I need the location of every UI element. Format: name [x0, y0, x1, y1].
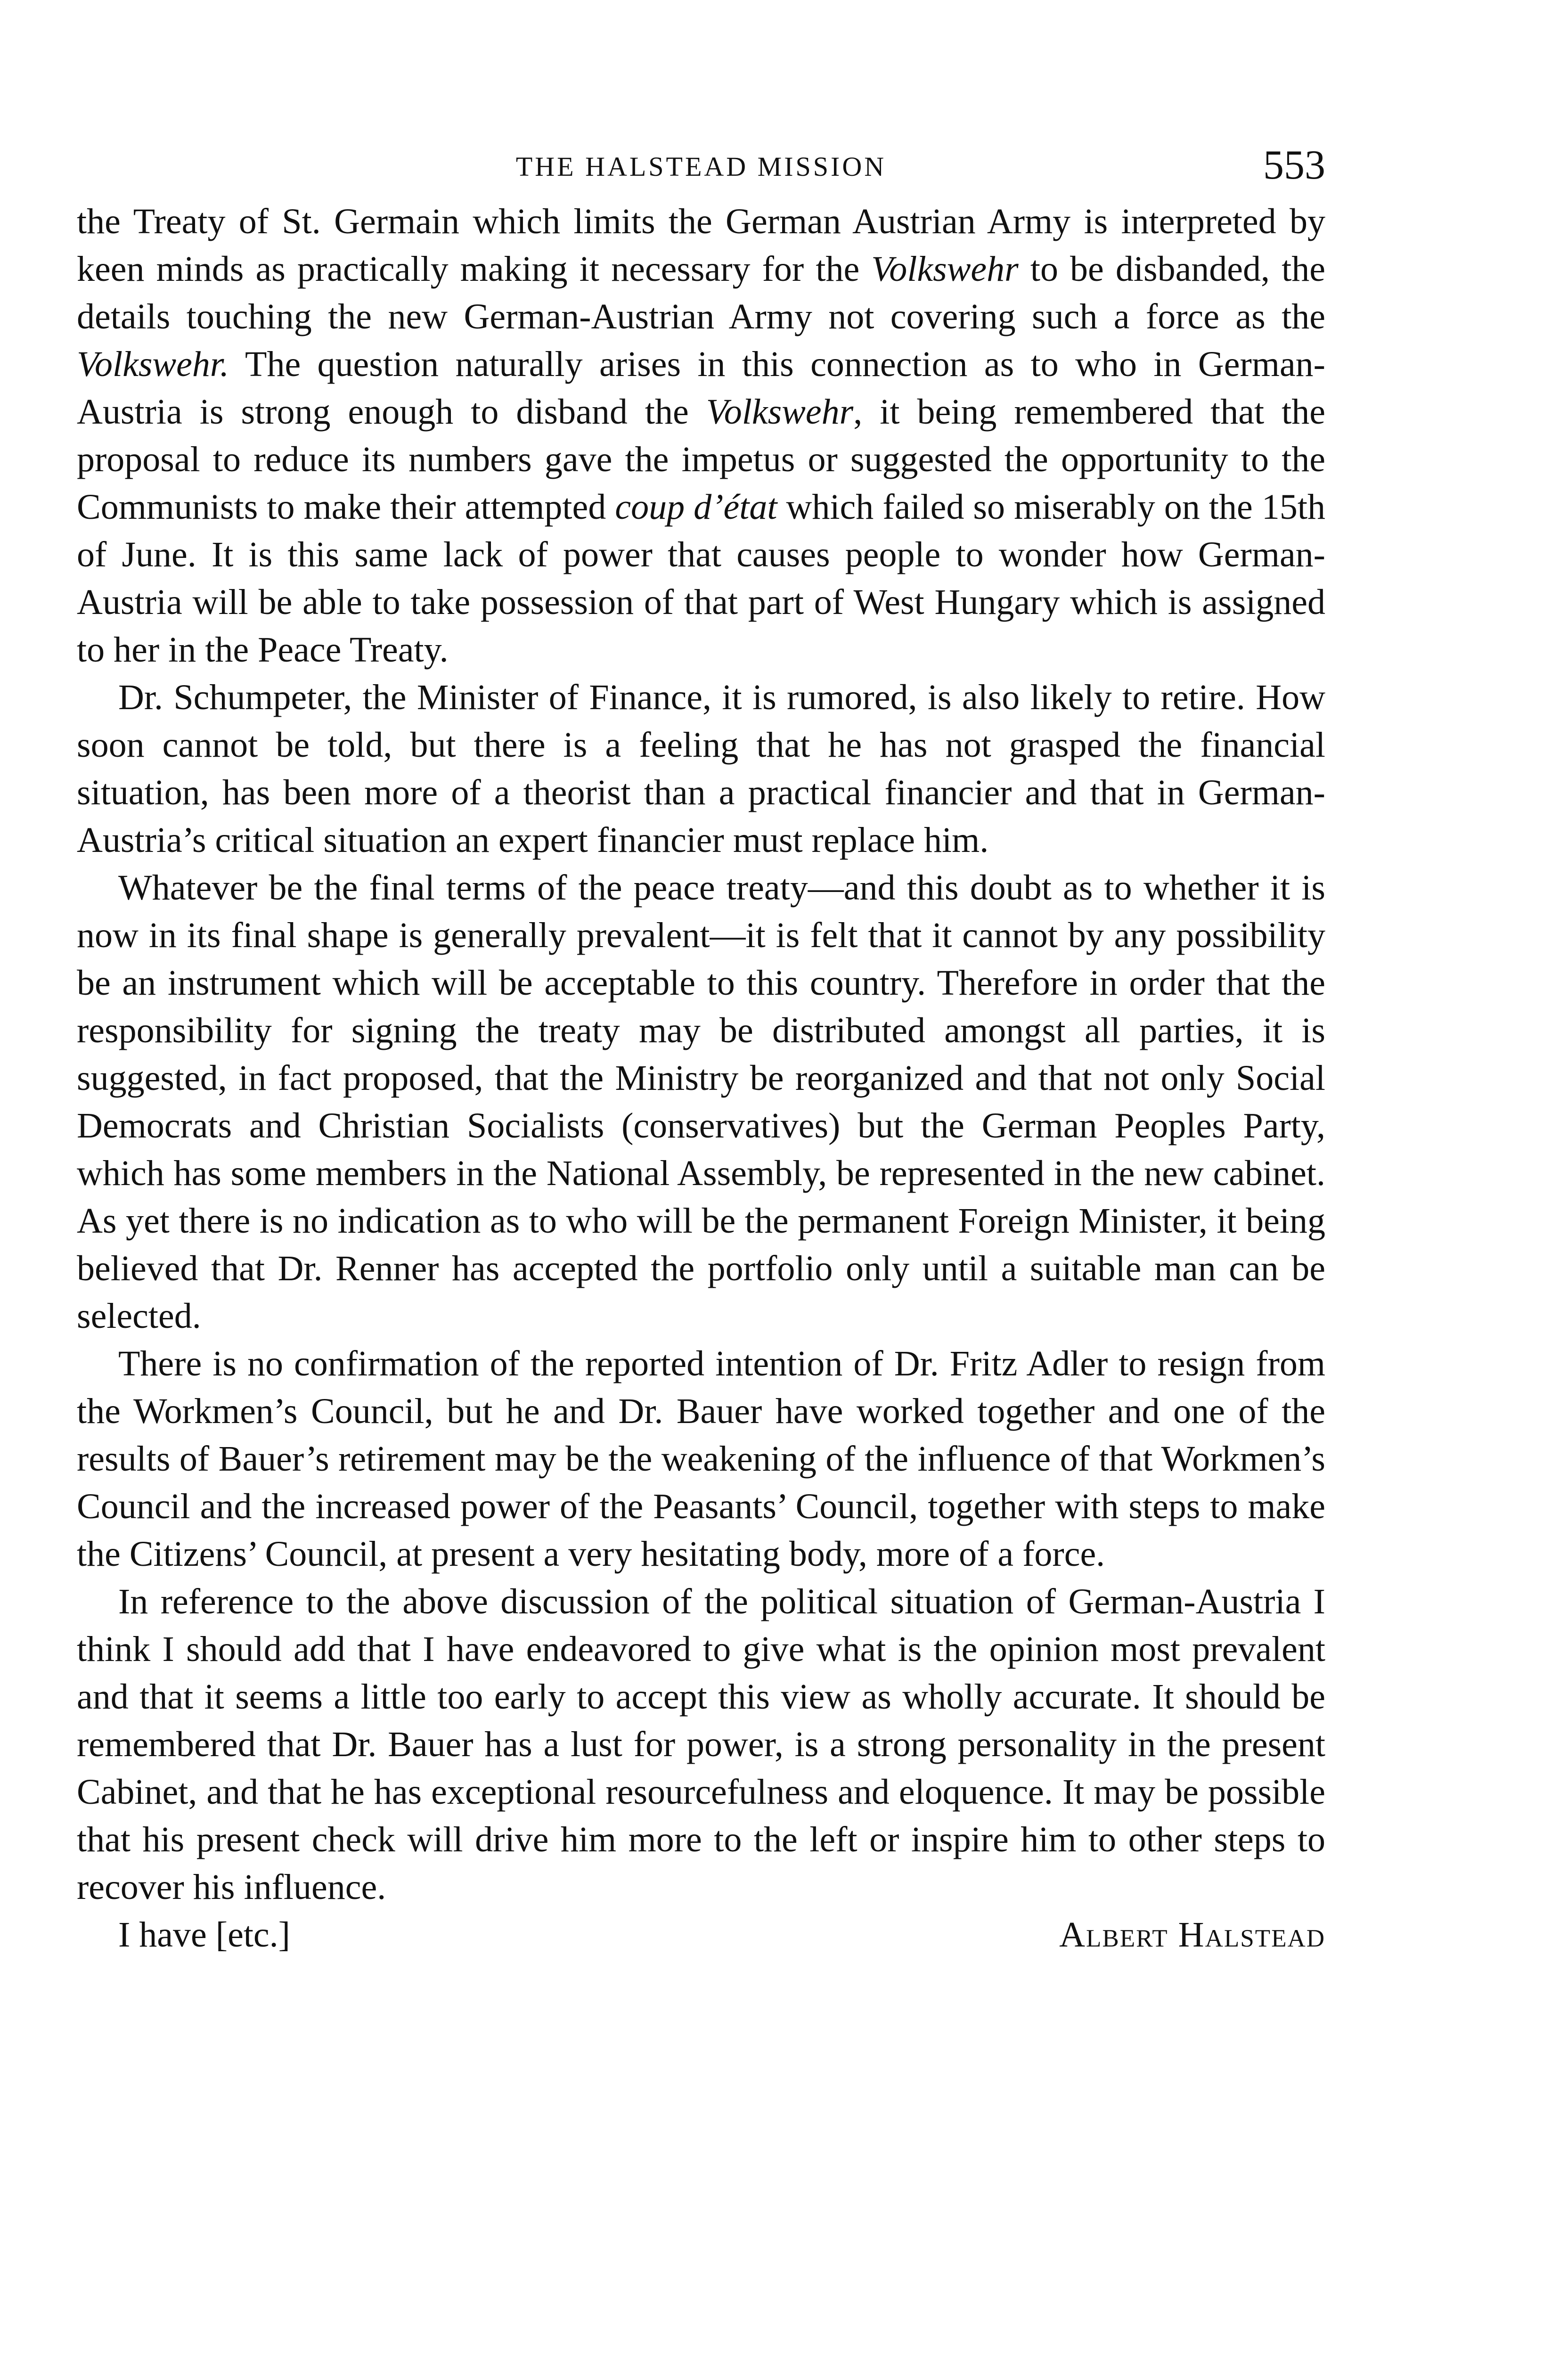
- running-title: THE HALSTEAD MISSION: [515, 151, 887, 182]
- text-run: the Treaty of St. Germain which limits the German Austrian Army is interpreted by keen minds as practically making it necessary for the: [77, 202, 1325, 289]
- salutation: I have [etc.]: [118, 1915, 290, 1955]
- text-run: which failed so miserably on the 15th of June. It is this same lack of power that causes people to wonder how German-Austria will be able to take possession of that part of West Hungary which is assigned to her in the Peace Treaty.: [77, 487, 1325, 670]
- italic-term: Volkswehr: [871, 249, 1019, 289]
- running-head: [77, 141, 1325, 198]
- paragraph-1: [77, 198, 1325, 674]
- italic-term: Volkswehr.: [77, 344, 229, 384]
- paragraph-4: [77, 1340, 1325, 1578]
- text-run: , it being remembered that the proposal to reduce its numbers gave the impetus or suggested the opportunity to the Communists to make their attempted: [77, 392, 1325, 527]
- text-run: Dr. Schumpeter, the Minister of Finance, it is rumored, is also likely to retire. How soon cannot be told, but there is a feeling that he has not grasped the financial situation, has been more of a theorist than a practical financier and that in German-Austria’s critical situation an expert financier must replace him.: [77, 678, 1325, 860]
- paragraph-3: [77, 864, 1325, 1340]
- text-run: In reference to the above discussion of the political situation of German-Austria I think I should add that I have endeavored to give what is the opinion most prevalent and that it seems a little too early to accept this view as wholly accurate. It should be remembered that Dr. Bauer has a lust for power, is a strong personality in the present Cabinet, and that he has exceptional resourcefulness and eloquence. It may be possible that his present check will drive him more to the left or inspire him to other steps to recover his influence.: [77, 1582, 1325, 1907]
- text-run: The question naturally arises in this connection as to who in German-Austria is strong enough to disband the: [77, 344, 1325, 432]
- page-number: 553: [1263, 142, 1325, 188]
- closing-line: [77, 1911, 1325, 1959]
- italic-term: coup d’état: [615, 487, 777, 527]
- document-page: [77, 141, 1325, 1959]
- text-run: to be disbanded, the details touching the new German-Austrian Army not covering such a force as the: [77, 249, 1325, 336]
- signature: Albert Halstead: [1059, 1915, 1325, 1955]
- paragraph-5: [77, 1578, 1325, 1911]
- text-run: Whatever be the final terms of the peace treaty—and this doubt as to whether it is now in its final shape is generally prevalent—it is felt that it cannot by any possibility be an instrument which will be acceptable to this country. Therefore in order that the responsibility for signing the treaty may be distributed amongst all parties, it is suggested, in fact proposed, that the Ministry be reorganized and that not only Social Democrats and Christian Socialists (conservatives) but the German Peoples Party, which has some members in the National Assembly, be represented in the new cabinet. As yet there is no indication as to who will be the permanent Foreign Minister, it being believed that Dr. Renner has accepted the portfolio only until a suitable man can be selected.: [77, 868, 1325, 1336]
- body-text: [77, 198, 1325, 1911]
- italic-term: Volkswehr: [706, 392, 854, 432]
- text-run: There is no confirmation of the reported intention of Dr. Fritz Adler to resign from the Workmen’s Council, but he and Dr. Bauer have worked together and one of the results of Bauer’s retirement may be the weakening of the influence of that Workmen’s Council and the increased power of the Peasants’ Council, together with steps to make the Citizens’ Council, at present a very hesitating body, more of a force.: [77, 1344, 1325, 1574]
- paragraph-2: [77, 674, 1325, 864]
